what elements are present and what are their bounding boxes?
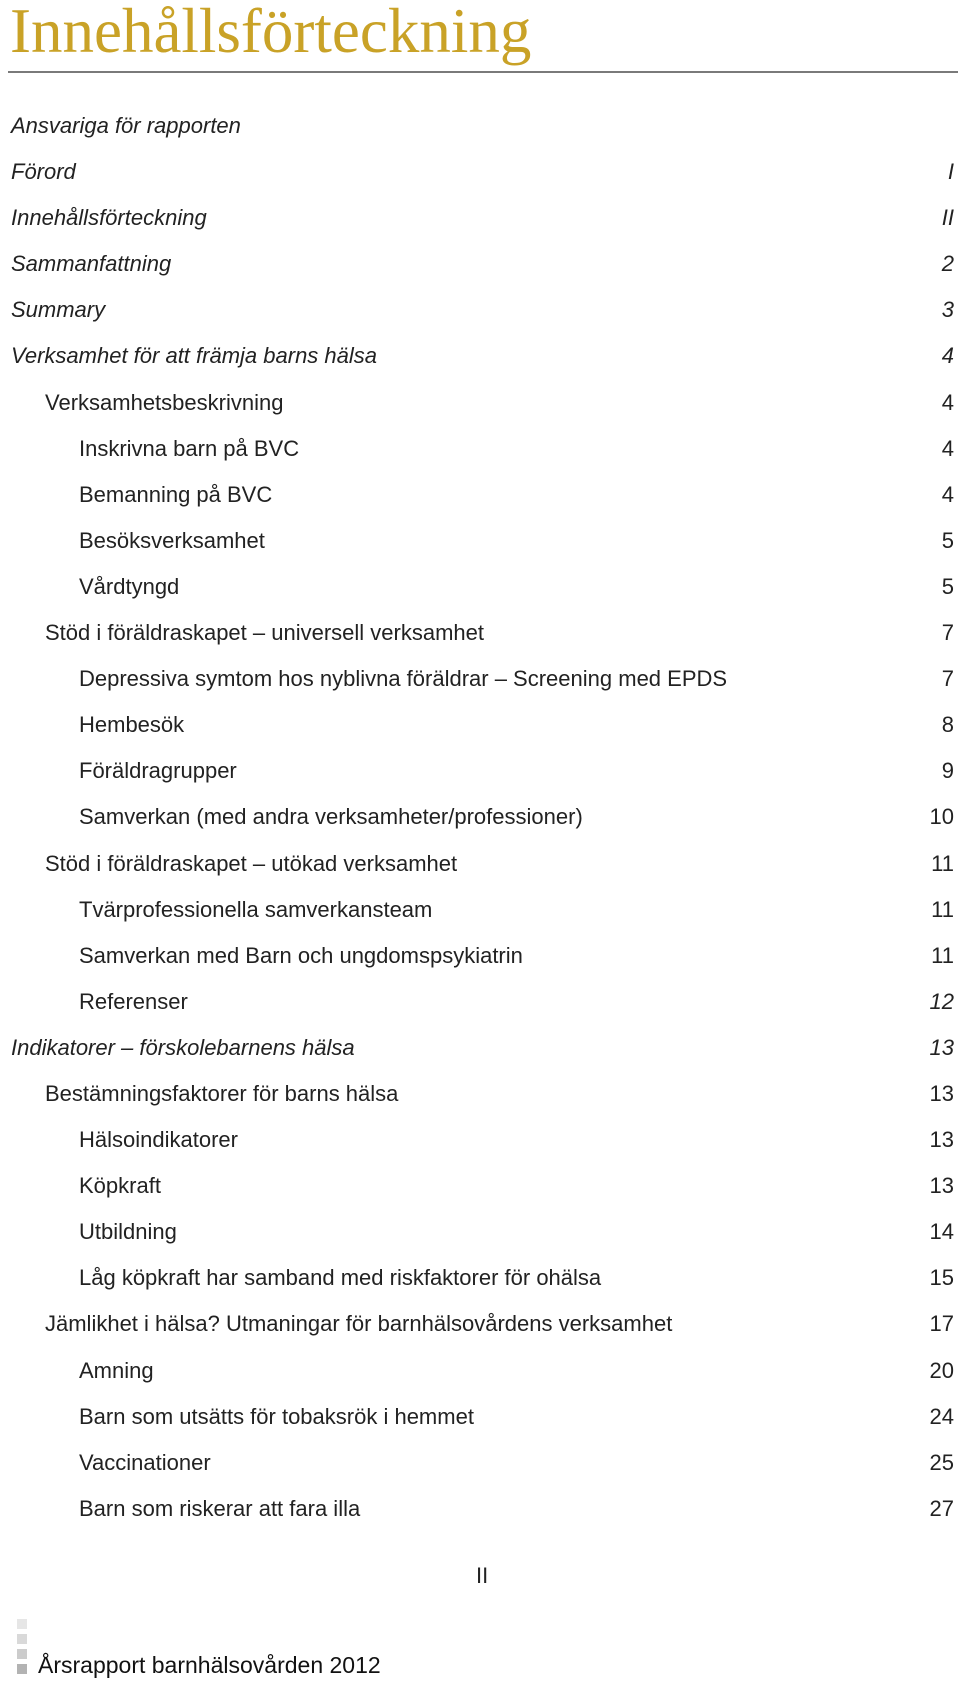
toc-entry-page: 17 <box>929 1311 954 1337</box>
toc-entry-page: 5 <box>941 573 954 599</box>
toc-entry-title: Vårdtyngd <box>79 573 180 599</box>
toc-entry[interactable] <box>0 841 960 887</box>
toc-entry-title: Förord <box>11 159 76 185</box>
toc-entry-title: Verksamhetsbeskrivning <box>45 389 284 415</box>
toc-entry-title: Samverkan med Barn och ungdomspsykiatrin <box>79 942 523 968</box>
toc-entry-title: Stöd i föräldraskapet – utökad verksamhet <box>45 850 458 876</box>
toc-entry-page: 27 <box>929 1495 954 1521</box>
toc-entry-page: II <box>941 205 954 231</box>
toc-entry[interactable] <box>0 702 960 748</box>
toc-entry-title: Inskrivna barn på BVC <box>79 435 300 461</box>
toc-entry-title: Samverkan (med andra verksamheter/professioner) <box>79 804 583 830</box>
toc-entry-page: 13 <box>929 1173 954 1199</box>
footer-title: Årsrapport barnhälsovården 2012 <box>38 1652 381 1678</box>
toc-entry-page: 11 <box>931 942 954 968</box>
toc-entry-page: 7 <box>941 666 954 692</box>
toc-entry-page: 25 <box>929 1449 954 1475</box>
toc-entry-title: Barn som utsätts för tobaksrök i hemmet <box>79 1403 474 1429</box>
toc-entry-title: Tvärprofessionella samverkansteam <box>79 896 433 922</box>
toc-entry-title: Summary <box>11 297 106 323</box>
footer-decoration <box>17 1619 27 1679</box>
toc-entry[interactable] <box>0 380 960 426</box>
toc-entry[interactable] <box>0 472 960 518</box>
toc-entry-page: 5 <box>941 527 954 553</box>
toc-entry-page: 13 <box>929 1080 954 1106</box>
toc-entry-page: 11 <box>931 850 954 876</box>
toc-entry[interactable] <box>0 794 960 840</box>
toc-entry-page: 24 <box>929 1403 954 1429</box>
toc-entry[interactable] <box>0 979 960 1025</box>
toc-entry-title: Barn som riskerar att fara illa <box>79 1495 361 1521</box>
toc-entry-title: Indikatorer – förskolebarnens hälsa <box>11 1034 355 1060</box>
toc-entry-title: Låg köpkraft har samband med riskfaktorer för ohälsa <box>79 1265 602 1291</box>
toc-entry[interactable] <box>0 1255 960 1301</box>
toc-entry-page: 4 <box>941 481 954 507</box>
toc-entry[interactable] <box>0 241 960 287</box>
toc-entry-title: Sammanfattning <box>11 251 172 277</box>
page-number: II <box>476 1563 489 1588</box>
toc-entry[interactable] <box>0 518 960 564</box>
toc-entry-title: Hembesök <box>79 712 185 738</box>
toc-entry-title: Hälsoindikatorer <box>79 1127 238 1153</box>
toc-entry-page: 13 <box>929 1127 954 1153</box>
toc-entry-title: Stöd i föräldraskapet – universell verksamhet <box>45 620 484 646</box>
toc-entry[interactable] <box>0 1486 960 1532</box>
toc-entry[interactable] <box>0 333 960 379</box>
toc-entry-page: 11 <box>931 896 954 922</box>
table-of-contents <box>0 103 960 1532</box>
toc-entry-title: Ansvariga för rapporten <box>11 113 241 138</box>
page-title: Innehållsförteckning <box>10 0 532 66</box>
toc-entry-page: 10 <box>929 804 954 830</box>
toc-entry-page: 12 <box>929 988 954 1014</box>
toc-entry[interactable] <box>0 287 960 333</box>
toc-entry[interactable] <box>0 610 960 656</box>
toc-entry-title: Vaccinationer <box>79 1449 211 1475</box>
footer-square <box>17 1649 27 1659</box>
toc-entry-title: Referenser <box>79 988 188 1014</box>
toc-entry-page: 3 <box>941 297 954 323</box>
toc-entry[interactable] <box>0 1117 960 1163</box>
toc-entry-page: 7 <box>941 620 954 646</box>
toc-entry[interactable] <box>0 887 960 933</box>
toc-entry[interactable] <box>0 1163 960 1209</box>
toc-entry[interactable] <box>0 1071 960 1117</box>
toc-entry-page: 15 <box>929 1265 954 1291</box>
footer-square <box>17 1619 27 1629</box>
toc-entry-title: Föräldragrupper <box>79 758 237 784</box>
toc-entry-page: 4 <box>941 343 954 369</box>
title-rule <box>8 71 958 73</box>
toc-entry-title: Verksamhet för att främja barns hälsa <box>11 343 378 369</box>
toc-entry-title: Utbildning <box>79 1219 177 1245</box>
footer-square <box>17 1634 27 1644</box>
toc-entry-title: Jämlikhet i hälsa? Utmaningar för barnhälsovårdens verksamhet <box>45 1311 673 1337</box>
toc-entry-page: 14 <box>929 1219 954 1245</box>
toc-entry-page: 8 <box>941 712 954 738</box>
toc-entry[interactable] <box>0 748 960 794</box>
toc-entry-page: 2 <box>941 251 954 277</box>
toc-entry[interactable] <box>0 1440 960 1486</box>
toc-entry[interactable] <box>0 1209 960 1255</box>
toc-entry-title: Bemanning på BVC <box>79 481 273 507</box>
toc-entry[interactable] <box>0 1348 960 1394</box>
toc-entry-title: Depressiva symtom hos nyblivna föräldrar – Screening med EPDS <box>79 666 728 692</box>
toc-entry-title: Innehållsförteckning <box>11 205 207 231</box>
toc-entry[interactable] <box>0 1301 960 1347</box>
toc-entry[interactable] <box>0 149 960 195</box>
toc-entry[interactable] <box>0 103 960 149</box>
toc-entry[interactable] <box>0 564 960 610</box>
toc-entry-page: I <box>947 159 954 185</box>
toc-entry[interactable] <box>0 933 960 979</box>
toc-entry-page: 9 <box>941 758 954 784</box>
toc-entry[interactable] <box>0 656 960 702</box>
toc-entry-page: 4 <box>941 389 954 415</box>
toc-entry[interactable] <box>0 1394 960 1440</box>
toc-entry-page: 4 <box>941 435 954 461</box>
toc-entry[interactable] <box>0 426 960 472</box>
toc-entry-page: 13 <box>929 1034 954 1060</box>
toc-entry[interactable] <box>0 195 960 241</box>
toc-entry-title: Amning <box>79 1357 154 1383</box>
toc-entry-title: Besöksverksamhet <box>79 527 265 553</box>
toc-entry[interactable] <box>0 1025 960 1071</box>
footer-square <box>17 1664 27 1674</box>
toc-entry-title: Köpkraft <box>79 1173 161 1199</box>
toc-entry-title: Bestämningsfaktorer för barns hälsa <box>45 1080 399 1106</box>
toc-entry-page: 20 <box>929 1357 954 1383</box>
